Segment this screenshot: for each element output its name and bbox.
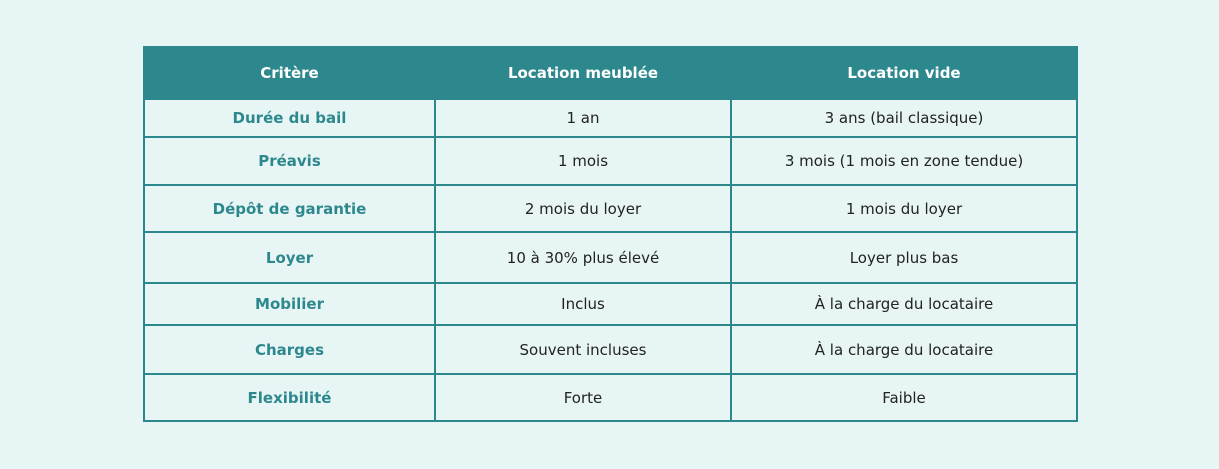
unfurnished-cell: À la charge du locataire xyxy=(731,283,1077,325)
criterion-cell: Loyer xyxy=(144,232,435,283)
header-unfurnished-rental: Location vide xyxy=(731,47,1077,99)
comparison-table xyxy=(143,46,1078,422)
criterion-cell: Charges xyxy=(144,325,435,374)
comparison-table-wrapper xyxy=(143,46,1076,422)
table-row-rent xyxy=(144,232,1077,283)
furnished-cell: 1 mois xyxy=(435,137,731,185)
header-furnished-rental: Location meublée xyxy=(435,47,731,99)
table-header xyxy=(144,47,1077,99)
criterion-cell: Durée du bail xyxy=(144,99,435,137)
unfurnished-cell: 3 ans (bail classique) xyxy=(731,99,1077,137)
table-row-flexibility xyxy=(144,374,1077,421)
table-row-lease-duration xyxy=(144,99,1077,137)
unfurnished-cell: À la charge du locataire xyxy=(731,325,1077,374)
table-row-notice xyxy=(144,137,1077,185)
furnished-cell: Inclus xyxy=(435,283,731,325)
header-row xyxy=(144,47,1077,99)
table-row-furniture xyxy=(144,283,1077,325)
unfurnished-cell: 1 mois du loyer xyxy=(731,185,1077,232)
table-row-deposit xyxy=(144,185,1077,232)
furnished-cell: Souvent incluses xyxy=(435,325,731,374)
criterion-cell: Mobilier xyxy=(144,283,435,325)
furnished-cell: Forte xyxy=(435,374,731,421)
criterion-cell: Préavis xyxy=(144,137,435,185)
header-criterion: Critère xyxy=(144,47,435,99)
furnished-cell: 10 à 30% plus élevé xyxy=(435,232,731,283)
criterion-cell: Dépôt de garantie xyxy=(144,185,435,232)
table-body xyxy=(144,99,1077,421)
table-row-charges xyxy=(144,325,1077,374)
furnished-cell: 1 an xyxy=(435,99,731,137)
unfurnished-cell: Faible xyxy=(731,374,1077,421)
criterion-cell: Flexibilité xyxy=(144,374,435,421)
furnished-cell: 2 mois du loyer xyxy=(435,185,731,232)
unfurnished-cell: Loyer plus bas xyxy=(731,232,1077,283)
unfurnished-cell: 3 mois (1 mois en zone tendue) xyxy=(731,137,1077,185)
